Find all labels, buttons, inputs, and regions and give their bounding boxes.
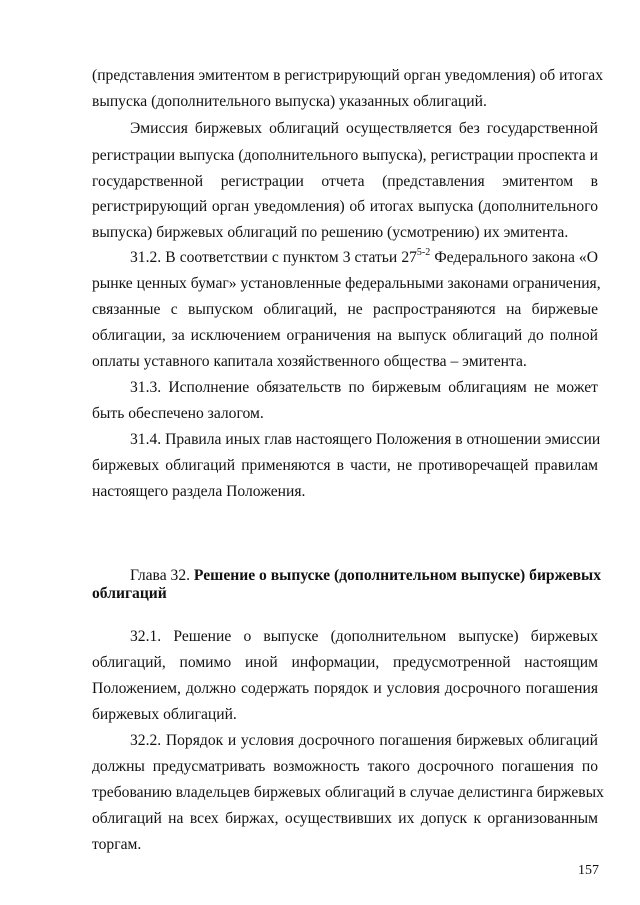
text-line: торгам. bbox=[92, 836, 142, 853]
text-line: (представления эмитентом в регистрирующий орган уведомления) об итогах bbox=[92, 67, 603, 84]
paragraph-first-line: Эмиссия биржевых облигаций осуществляется без государственной bbox=[130, 120, 598, 137]
text-line: быть обеспечено залогом. bbox=[92, 405, 264, 422]
text-line: облигаций, помимо иной информации, предусмотренной настоящим bbox=[92, 654, 598, 671]
text-line: регистрации выпуска (дополнительного выпуска), регистрации проспекта и bbox=[92, 147, 598, 164]
text-line: биржевых облигаций применяются в части, не противоречащей правилам bbox=[92, 457, 598, 474]
text-line: связанные с выпуском облигаций, не распространяются на биржевые bbox=[92, 301, 598, 318]
chapter-title: Решение о выпуске (дополнительном выпуске) биржевых bbox=[193, 567, 602, 584]
paragraph-31-3-first-line: 31.3. Исполнение обязательств по биржевым облигациям не может bbox=[130, 379, 598, 396]
chapter-heading bbox=[130, 566, 601, 586]
paragraph-32-2-first-line: 32.2. Порядок и условия досрочного погашения биржевых облигаций bbox=[130, 732, 598, 749]
chapter-prefix: Глава 32. bbox=[130, 567, 194, 584]
text-line: требованию владельцев биржевых облигаций в случае делистинга биржевых bbox=[92, 784, 604, 801]
text-line: оплаты уставного капитала хозяйственного общества – эмитента. bbox=[92, 353, 527, 370]
text-line: облигации, за исключением ограничения на выпуск облигаций до полной bbox=[92, 327, 598, 344]
text-line: Положением, должно содержать порядок и условия досрочного погашения bbox=[92, 680, 598, 697]
text-line: биржевых облигаций. bbox=[92, 706, 237, 723]
text-line: облигаций на всех биржах, осуществивших их допуск к организованным bbox=[92, 810, 598, 827]
paragraph-32-1-first-line: 32.1. Решение о выпуске (дополнительном выпуске) биржевых bbox=[130, 628, 598, 645]
text-line: должны предусматривать возможность такого досрочного погашения по bbox=[92, 758, 598, 775]
text-line: настоящего раздела Положения. bbox=[92, 483, 306, 500]
page-number: 157 bbox=[578, 863, 599, 878]
paragraph-31-2-first-line bbox=[130, 248, 598, 268]
text-line: регистрирующий орган уведомления) об итогах выпуска (дополнительного bbox=[92, 198, 598, 215]
text-span: 31.2. В соответствии с пунктом 3 статьи 27 bbox=[130, 249, 417, 266]
chapter-title-continuation: облигаций bbox=[92, 585, 167, 602]
text-line: рынке ценных бумаг» установленные федеральными законами ограничения, bbox=[92, 275, 601, 292]
paragraph-31-4-first-line: 31.4. Правила иных глав настоящего Положения в отношении эмиссии bbox=[130, 431, 601, 448]
text-line: государственной регистрации отчета (представления эмитентом в bbox=[92, 173, 598, 190]
text-line: выпуска) биржевых облигаций по решению (усмотрению) их эмитента. bbox=[92, 224, 569, 241]
text-line: выпуска (дополнительного выпуска) указанных облигаций. bbox=[92, 93, 487, 110]
superscript: 5-2 bbox=[416, 246, 431, 258]
text-span: Федерального закона «О bbox=[430, 249, 598, 266]
